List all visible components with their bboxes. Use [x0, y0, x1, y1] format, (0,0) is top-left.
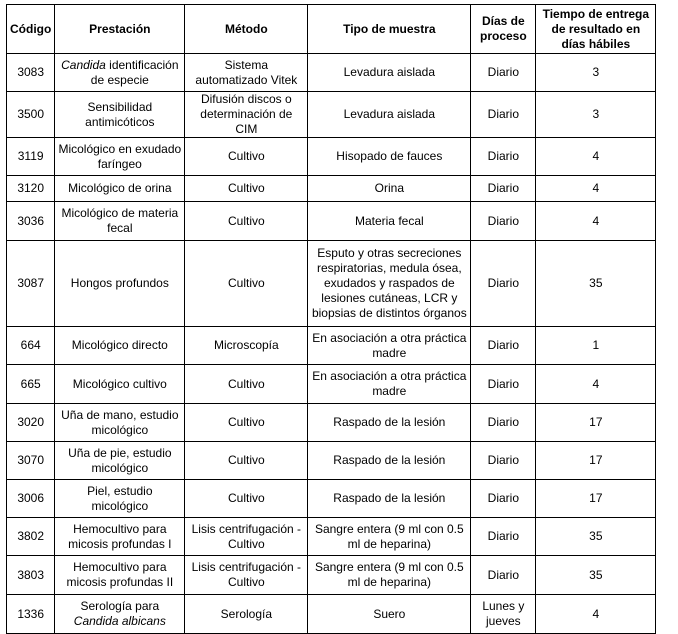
header-prestacion: Prestación — [55, 5, 185, 54]
table-row — [7, 518, 656, 556]
cell-tiempo-entrega: 35 — [536, 556, 656, 595]
table-row — [7, 442, 656, 480]
cell-metodo: Sistema automatizado Vitek — [185, 54, 308, 92]
cell-tipo-muestra: Hisopado de fauces — [308, 138, 471, 176]
cell-dias-proceso: Diario — [471, 138, 536, 176]
cell-dias-proceso: Diario — [471, 92, 536, 138]
cell-prestacion — [55, 365, 185, 404]
cell-tipo-muestra: Raspado de la lesión — [308, 480, 471, 518]
cell-metodo: Microscopía — [185, 327, 308, 365]
cell-prestacion-text: Micológico de materia fecal — [61, 206, 179, 235]
cell-tiempo-entrega: 4 — [536, 138, 656, 176]
cell-codigo: 3803 — [7, 556, 55, 595]
cell-codigo: 3006 — [7, 480, 55, 518]
cell-metodo: Cultivo — [185, 404, 308, 442]
cell-codigo: 3020 — [7, 404, 55, 442]
cell-tipo-muestra: En asociación a otra práctica madre — [308, 365, 471, 404]
cell-tiempo-entrega: 17 — [536, 404, 656, 442]
cell-codigo: 3070 — [7, 442, 55, 480]
cell-codigo: 3500 — [7, 92, 55, 138]
cell-codigo: 3087 — [7, 241, 55, 327]
cell-prestacion-text: Micológico en exudado faríngeo — [58, 141, 182, 171]
cell-prestacion — [55, 327, 185, 365]
cell-metodo: Difusión discos o determinación de CIM — [185, 92, 308, 138]
cell-prestacion — [55, 404, 185, 442]
cell-prestacion-text: Hongos profundos — [70, 276, 169, 290]
cell-codigo: 665 — [7, 365, 55, 404]
cell-dias-proceso: Diario — [471, 241, 536, 327]
table-row — [7, 176, 656, 202]
cell-dias-proceso: Diario — [471, 327, 536, 365]
cell-codigo: 664 — [7, 327, 55, 365]
cell-prestacion-italic: Candida albicans — [73, 614, 166, 628]
header-tiempo-entrega: Tiempo de entrega de resultado en días hábiles — [536, 5, 656, 54]
cell-tiempo-entrega: 3 — [536, 54, 656, 92]
cell-metodo: Lisis centrifugación - Cultivo — [185, 518, 308, 556]
table-row — [7, 556, 656, 595]
cell-prestacion — [55, 54, 185, 92]
cell-dias-proceso: Diario — [471, 54, 536, 92]
header-dias-proceso: Días de proceso — [471, 5, 536, 54]
cell-tiempo-entrega: 35 — [536, 518, 656, 556]
cell-prestacion-text: Uña de pie, estudio micológico — [68, 445, 172, 475]
cell-tiempo-entrega: 17 — [536, 442, 656, 480]
cell-tipo-muestra: Sangre entera (9 ml con 0.5 ml de heparina) — [308, 556, 471, 595]
cell-prestacion — [55, 92, 185, 138]
table-row — [7, 92, 656, 138]
cell-tiempo-entrega: 4 — [536, 365, 656, 404]
cell-tipo-muestra: Raspado de la lesión — [308, 404, 471, 442]
cell-codigo: 1336 — [7, 595, 55, 634]
cell-tiempo-entrega: 4 — [536, 595, 656, 634]
cell-metodo: Cultivo — [185, 202, 308, 241]
cell-tipo-muestra: Materia fecal — [308, 202, 471, 241]
cell-tipo-muestra: Levadura aislada — [308, 92, 471, 138]
table-row — [7, 327, 656, 365]
cell-tiempo-entrega: 17 — [536, 480, 656, 518]
cell-dias-proceso: Diario — [471, 442, 536, 480]
cell-prestacion — [55, 442, 185, 480]
cell-dias-proceso: Diario — [471, 202, 536, 241]
cell-tipo-muestra: Raspado de la lesión — [308, 442, 471, 480]
cell-prestacion — [55, 480, 185, 518]
header-tipo-muestra: Tipo de muestra — [308, 5, 471, 54]
cell-metodo: Cultivo — [185, 138, 308, 176]
cell-metodo: Cultivo — [185, 365, 308, 404]
cell-prestacion-text: Micológico de orina — [68, 181, 172, 195]
cell-prestacion — [55, 176, 185, 202]
cell-metodo: Cultivo — [185, 442, 308, 480]
cell-prestacion — [55, 595, 185, 634]
table-row — [7, 241, 656, 327]
header-codigo: Código — [7, 5, 55, 54]
cell-tiempo-entrega: 35 — [536, 241, 656, 327]
cell-prestacion-text: Micológico cultivo — [72, 376, 167, 391]
cell-dias-proceso: Diario — [471, 176, 536, 202]
cell-prestacion-text: identificación de especie — [90, 57, 179, 87]
cell-dias-proceso: Lunes y jueves — [471, 595, 536, 634]
cell-dias-proceso: Diario — [471, 480, 536, 518]
services-table — [6, 4, 656, 634]
cell-tipo-muestra: Esputo y otras secreciones respiratorias, medula ósea, exudados y raspados de lesiones cutáneas, LCR y biopsias de distintos órganos — [308, 241, 471, 327]
cell-tipo-muestra: Levadura aislada — [308, 54, 471, 92]
cell-prestacion-text: Sensibilidad antimicóticos — [85, 99, 155, 129]
table-row — [7, 202, 656, 241]
cell-prestacion-text: Uña de mano, estudio micológico — [61, 407, 179, 437]
table-row — [7, 404, 656, 442]
cell-codigo: 3120 — [7, 176, 55, 202]
cell-tiempo-entrega: 4 — [536, 176, 656, 202]
table-row — [7, 138, 656, 176]
cell-prestacion-text: Piel, estudio micológico — [87, 483, 153, 513]
cell-codigo: 3036 — [7, 202, 55, 241]
cell-codigo: 3119 — [7, 138, 55, 176]
cell-prestacion — [55, 518, 185, 556]
cell-codigo: 3802 — [7, 518, 55, 556]
cell-metodo: Lisis centrifugación - Cultivo — [185, 556, 308, 595]
table-row — [7, 480, 656, 518]
cell-metodo: Serología — [185, 595, 308, 634]
cell-codigo: 3083 — [7, 54, 55, 92]
cell-prestacion-text: Serología para — [80, 599, 160, 613]
cell-tiempo-entrega: 4 — [536, 202, 656, 241]
cell-tipo-muestra: Orina — [308, 176, 471, 202]
table-container — [6, 4, 656, 634]
cell-prestacion-text: Hemocultivo para micosis profundas II — [66, 560, 174, 589]
cell-prestacion-italic: Candida — [61, 57, 106, 72]
cell-dias-proceso: Diario — [471, 365, 536, 404]
cell-metodo: Cultivo — [185, 480, 308, 518]
cell-prestacion-text: Hemocultivo para micosis profundas I — [68, 521, 172, 551]
cell-dias-proceso: Diario — [471, 404, 536, 442]
header-row — [7, 5, 656, 54]
cell-tipo-muestra: En asociación a otra práctica madre — [308, 327, 471, 365]
table-row — [7, 54, 656, 92]
cell-prestacion — [55, 241, 185, 327]
cell-tiempo-entrega: 1 — [536, 327, 656, 365]
cell-prestacion — [55, 138, 185, 176]
table-row — [7, 595, 656, 634]
cell-prestacion-text: Micológico directo — [71, 338, 168, 352]
cell-dias-proceso: Diario — [471, 556, 536, 595]
header-metodo: Método — [185, 5, 308, 54]
cell-prestacion — [55, 202, 185, 241]
cell-tipo-muestra: Suero — [308, 595, 471, 634]
table-row — [7, 365, 656, 404]
cell-tiempo-entrega: 3 — [536, 92, 656, 138]
cell-tipo-muestra: Sangre entera (9 ml con 0.5 ml de heparina) — [308, 518, 471, 556]
cell-dias-proceso: Diario — [471, 518, 536, 556]
cell-metodo: Cultivo — [185, 176, 308, 202]
cell-metodo: Cultivo — [185, 241, 308, 327]
cell-prestacion — [55, 556, 185, 595]
